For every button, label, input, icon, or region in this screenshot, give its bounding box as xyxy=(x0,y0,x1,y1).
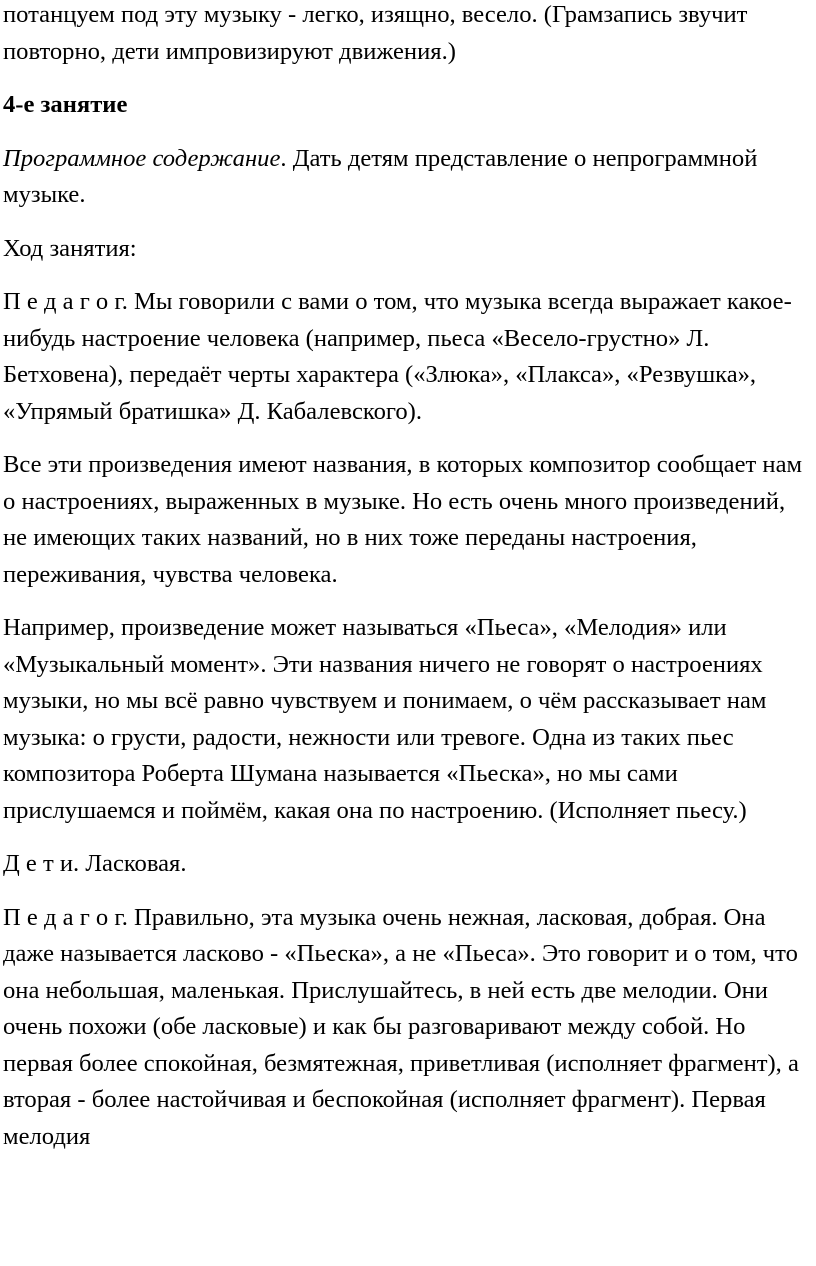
paragraph-teacher-1: П е д а г о г. Мы говорили с вами о том, что музыка всегда выражает какое-нибудь настроение человека (например, пьеса «Весело-грустно» Л. Бетховена), передаёт черты характера («Злюка», «Плакса», «Резвушка», «Упрямый братишка» Д. Кабалевского). xyxy=(3,288,792,425)
paragraph-lesson-flow: Ход занятия: xyxy=(3,234,137,262)
paragraph-program-content xyxy=(3,141,806,214)
paragraph-teacher-2: П е д а г о г. Правильно, эта музыка очень нежная, ласковая, добрая. Она даже называется ласково - «Пьеска», а не «Пьеса». Это говорит и о том, что она небольшая, маленькая. Прислушайтесь, в ней есть две мелодии. Они очень похожи (обе ласковые) и как бы разговаривают между собой. Но первая более спокойная, безмятежная, приветливая (исполняет фрагмент), а вторая - более настойчивая и беспокойная (исполняет фрагмент). Первая мелодия xyxy=(3,903,799,1150)
paragraph-intro: потанцуем под эту музыку - легко, изящно, весело. (Грамзапись звучит повторно, дети импровизируют движения.) xyxy=(3,1,748,65)
program-content-text: . Дать детям представление о непрограммной музыке. xyxy=(3,144,758,208)
lesson-heading: 4-е занятие xyxy=(3,91,128,118)
paragraph-children: Д е т и. Ласковая. xyxy=(3,850,187,877)
program-content-label: Программное содержание xyxy=(3,144,281,172)
paragraph-titles: Все эти произведения имеют названия, в которых композитор сообщает нам о настроениях, выраженных в музыке. Но есть очень много произведений, не имеющих таких названий, но в них тоже переданы настроения, переживания, чувства человека. xyxy=(3,451,803,588)
paragraph-example: Например, произведение может называться «Пьеса», «Мелодия» или «Музыкальный момент». Эти названия ничего не говорят о настроениях музыки, но мы всё равно чувствуем и понимаем, о чём рассказывает нам музыка: о грусти, радости, нежности или тревоге. Одна из таких пьес композитора Роберта Шумана называется «Пьеска», но мы сами прислушаемся и поймём, какая она по настроению. (Исполняет пьесу.) xyxy=(3,614,767,824)
